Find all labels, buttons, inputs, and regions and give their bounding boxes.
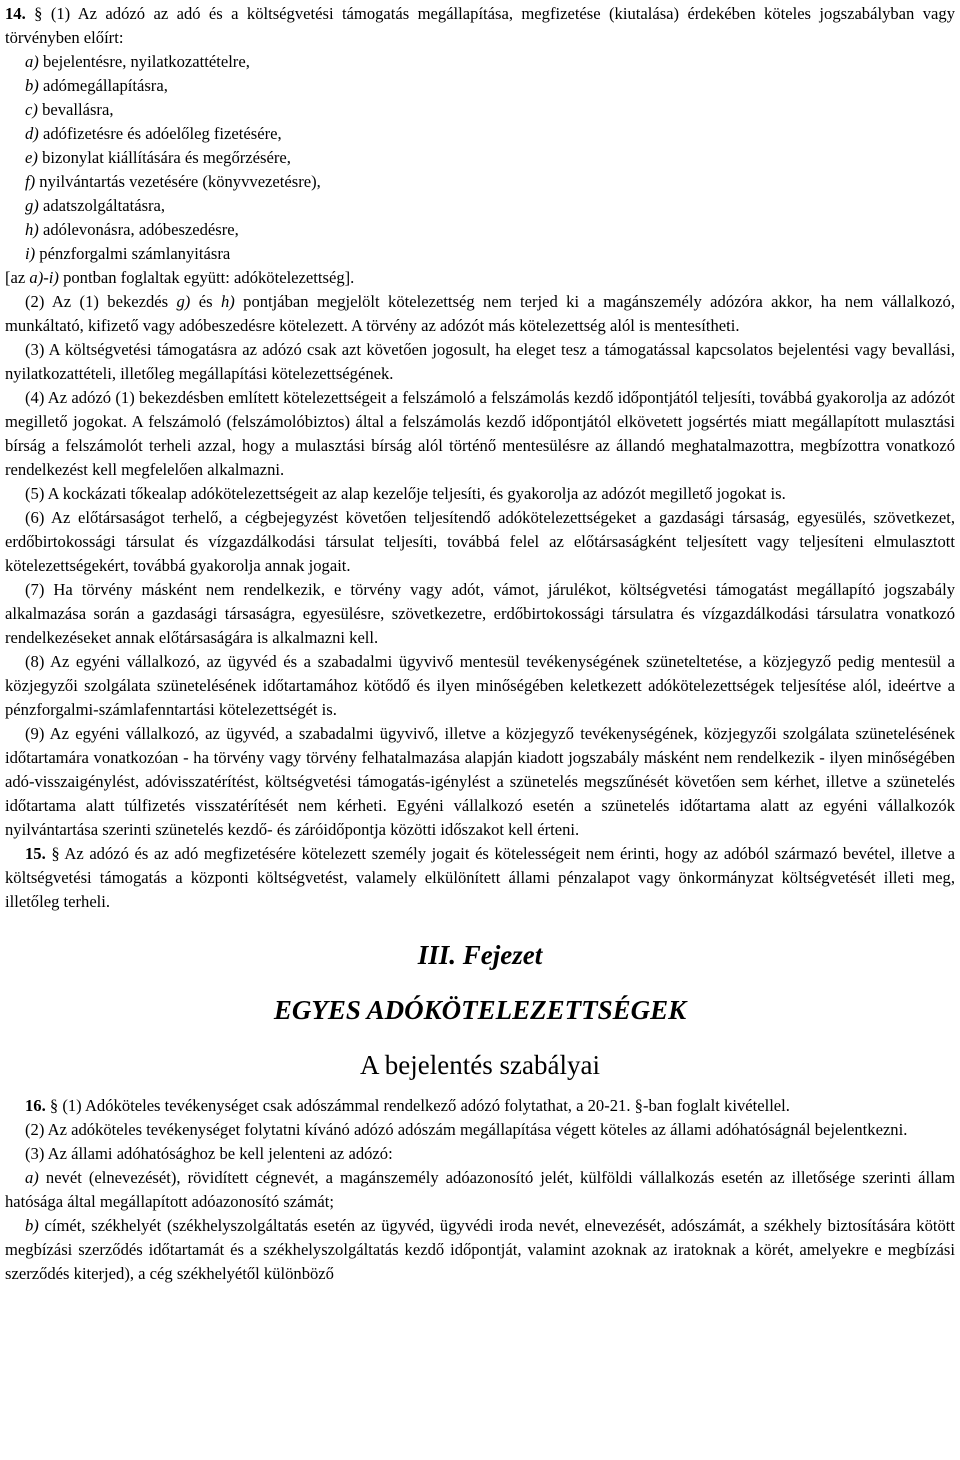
- paragraph-14-4: (4) Az adózó (1) bekezdésben említett kötelezettségeit a felszámoló a felszámolás kezdő időpontjától teljesíti, továbbá gyakorolja az adózót megillető jogokat. A felszámoló (felszámolóbiztos) által a felszámolás kezdő időpontjától elkövetett jogsértés miatt megállapított mulasztási bírság a felszámolót terheli azzal, hogy a mulasztási bírság alól történő mentesülésre az állandó meghatalmazottra, megbízottra vonatkozó rendelkezést kell megfelelően alkalmazni.: [5, 388, 955, 479]
- chapter-subtitle: A bejelentés szabályai: [360, 1050, 600, 1080]
- paragraph-14-2: (2) Az (1) bekezdés g) és h) pontjában megjelölt kötelezettség nem terjed ki a magánszemély adózóra akkor, ha nem vállalkozó, munkáltató, kifizető vagy adóbeszedésre kötelezett. A törvény az adózót más kötelezettség alól is mentesítheti.: [5, 292, 955, 335]
- paragraph-16-2: (2) Az adóköteles tevékenységet folytatni kívánó adózó adószám megállapítása végett köteles az állami adóhatóságnál bejelentkezni.: [25, 1120, 908, 1139]
- list-item: f) nyilvántartás vezetésére (könyvvezetésre),: [25, 172, 321, 191]
- list-item: d) adófizetésre és adóelőleg fizetésére,: [25, 124, 282, 143]
- paragraph-14-7: (7) Ha törvény másként nem rendelkezik, e törvény vagy adót, vámot, járulékot, költségvetési támogatást megállapító jogszabály alkalmazása során a gazdasági társaságra, egyesülésre, szövetkezetre, erdőbirtokossági társulatra és vízgazdálkodási társulatra vonatkozó rendelkezéseket annak előtársaságára is alkalmazni kell.: [5, 580, 955, 647]
- paragraph-14-3: (3) A költségvetési támogatásra az adózó csak azt követően jogosult, ha eleget tesz a támogatással kapcsolatos bejelentési vagy bevallási, nyilatkozattételi, illetőleg megállapítási kötelezettségének.: [5, 340, 955, 383]
- section-number: 15.: [25, 844, 46, 863]
- list-closing: [az a)-i) pontban foglaltak együtt: adókötelezettség].: [5, 268, 355, 287]
- list-item: g) adatszolgáltatásra,: [25, 196, 166, 215]
- list-item-16-b: b) címét, székhelyét (székhelyszolgáltatás esetén az ügyvéd, ügyvédi iroda nevét, elnevezését, adószámát, a székhely biztosítására kötött megbízási szerződés időtartamát és a székhelyszolgáltatás kezdő időpontját, valamint azoknak az iratoknak a körét, amelyekre e megbízási szerződés kiterjed), a cég székhelyétől különböző: [5, 1216, 955, 1283]
- list-item: h) adólevonásra, adóbeszedésre,: [25, 220, 239, 239]
- section-16-1: 16. § (1) Adóköteles tevékenységet csak adószámmal rendelkező adózó folytathat, a 20-21. §-ban foglalt kivétellel.: [25, 1096, 790, 1115]
- section-number: 16.: [25, 1096, 46, 1115]
- list-item: i) pénzforgalmi számlanyitásra: [25, 244, 231, 263]
- section-number: 14.: [5, 4, 26, 23]
- list-item: a) bejelentésre, nyilatkozattételre,: [25, 52, 250, 71]
- section-symbol: §: [49, 1096, 59, 1115]
- section-symbol: §: [51, 844, 60, 863]
- paragraph-14-6: (6) Az előtársaságot terhelő, a cégbejegyzést követően teljesítendő adókötelezettségeket a gazdasági társaság, egyesülés, szövetkezet, erdőbirtokossági társulat és vízgazdálkodási társulat teljesíti, továbbá felel az előtársaságként teljesített vagy teljesíteni elmulasztott kötelezettségekért, továbbá gyakorolja annak jogait.: [5, 508, 955, 575]
- list-item: b) adómegállapításra,: [25, 76, 168, 95]
- list-item: e) bizonylat kiállítására és megőrzésére,: [25, 148, 291, 167]
- paragraph-14-9: (9) Az egyéni vállalkozó, az ügyvéd, a szabadalmi ügyvivő, illetve a közjegyző tevékenységének, közjegyzői szolgálata szünetelésének időtartamára vonatkozóan - ha törvény vagy törvény felhatalmazása alapján kiadott jogszabály másként nem rendelkezik - ilyen minőségében adó-visszaigénylést, adóvisszatérítést, költségvetési támogatás-igénylést a szünetelés megszűnését követően sem kérhet, illetve a szünetelés időtartama alatt túlfizetés visszatérítését nem kérheti. Egyéni vállalkozó esetén a szünetelés időtartama alatt az egyéni vállalkozók nyilvántartása szerinti szünetelés kezdő- és záróidőpontja közötti időszakot kell érteni.: [5, 724, 955, 839]
- paragraph-14-5: (5) A kockázati tőkealap adókötelezettségeit az alap kezelője teljesíti, és gyakorolja az adózót megillető jogokat is.: [25, 484, 786, 503]
- section-symbol: §: [34, 4, 43, 23]
- list-item: c) bevallásra,: [25, 100, 114, 119]
- list-item-16-a: a) nevét (elnevezését), rövidített cégnevét, a magánszemély adóazonosító jelét, külföldi vállalkozás esetén az illetősége szerinti állam hatósága által megállapított adóazonosító számát;: [5, 1168, 955, 1211]
- paragraph-14-8: (8) Az egyéni vállalkozó, az ügyvéd és a szabadalmi ügyvivő mentesül tevékenységének szüneteltetése, a közjegyző pedig mentesül a közjegyzői szolgálata szünetelésének időtartamához kötődő és ilyen minőségében keletkezett adókötelezettségek teljesítése alól, ideértve a pénzforgalmi-számlafenntartási kötelezettségét is.: [5, 652, 955, 719]
- section-symbol: §: [634, 1096, 643, 1115]
- section-15: 15. § Az adózó és az adó megfizetésére kötelezett személy jogait és kötelességeit nem érinti, hogy az adóból származó bevétel, illetve a költségvetési támogatás a központi költségvetést, valamely elkülönített állami pénzalapot vagy önkormányzat költségvetését illeti meg, illetőleg terheli.: [5, 844, 956, 911]
- chapter-number: III. Fejezet: [417, 940, 543, 970]
- chapter-title: EGYES ADÓKÖTELEZETTSÉGEK: [273, 995, 687, 1025]
- paragraph-text: (1) Az adózó az adó és a költségvetési támogatás megállapítása, megfizetése (kiutalása) érdekében köteles jogszabályban vagy törvényben előírt:: [5, 4, 955, 47]
- section-14-intro: [5, 2, 955, 50]
- paragraph-16-3: (3) Az állami adóhatósághoz be kell jelenteni az adózó:: [25, 1144, 393, 1163]
